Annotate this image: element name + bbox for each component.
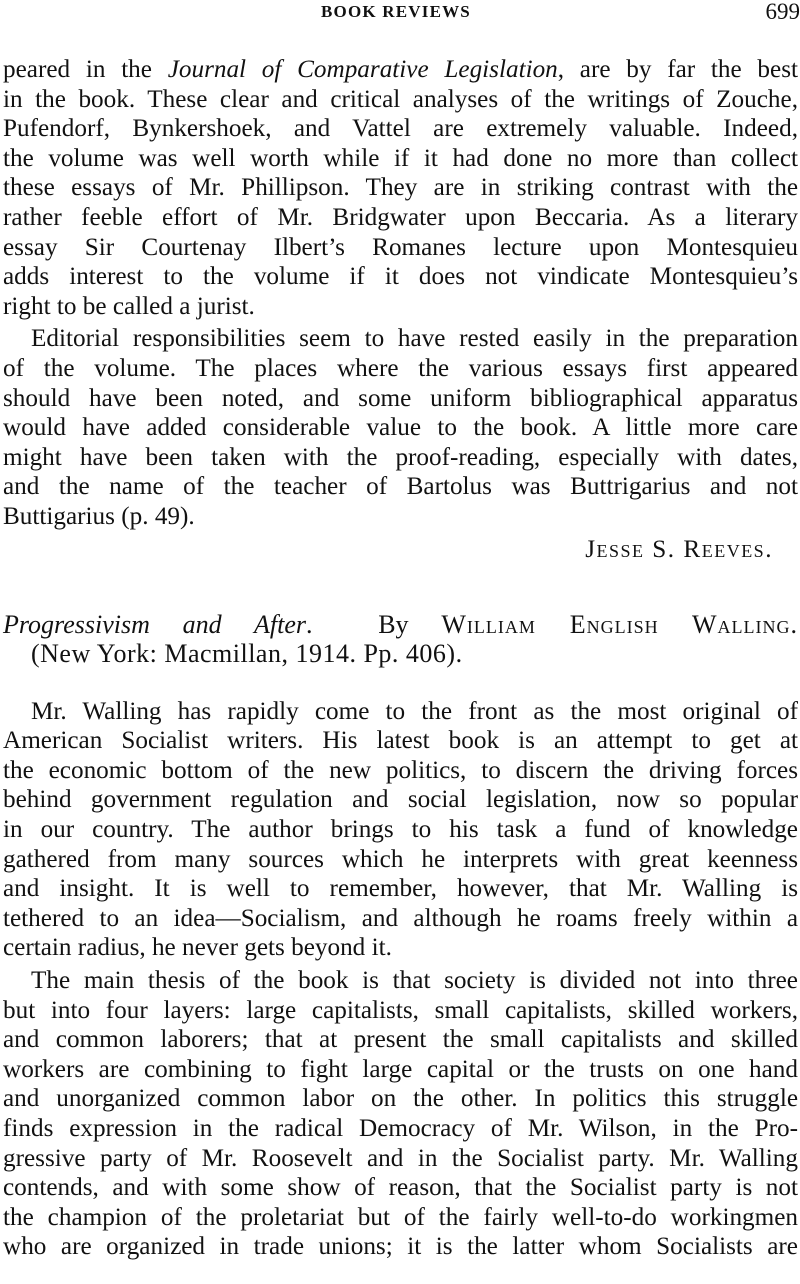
- text-line: Mr. Walling has rapidly come to the front as the most original of: [31, 697, 798, 725]
- text-line: adds interest to the volume if it does not vindicate Montesquieu’s: [3, 263, 798, 291]
- text-line: Buttigarius (p. 49).: [3, 502, 195, 530]
- text-line: the economic bottom of the new politics, to discern the driving forces: [3, 756, 798, 784]
- text-line: Editorial responsibilities seem to have rested easily in the preparation: [31, 325, 798, 353]
- text-line: gressive party of Mr. Roosevelt and in the Socialist party. Mr. Walling: [3, 1144, 798, 1172]
- text-line: but into four layers: large capitalists, small capitalists, skilled workers,: [3, 996, 798, 1024]
- text-line: essay Sir Courtenay Ilbert’s Romanes lecture upon Montesquieu: [3, 233, 798, 261]
- reviewer-signature: Jesse S. Reeves.: [585, 535, 773, 563]
- text-line: and the name of the teacher of Bartolus was Buttrigarius and not: [3, 473, 798, 501]
- text-line: American Socialist writers. His latest book is an attempt to get at: [3, 727, 798, 755]
- text-line: rather feeble effort of Mr. Bridgwater upon Beccaria. As a literary: [3, 203, 798, 231]
- text-line: Pufendorf, Bynkershoek, and Vattel are extremely valuable. Indeed,: [3, 115, 798, 143]
- book-author: William English Walling.: [441, 609, 799, 639]
- review1-paragraph-2: [3, 324, 798, 531]
- text-line: finds expression in the radical Democracy of Mr. Wilson, in the Pro-: [3, 1115, 798, 1142]
- text-line: tethered to an idea—Socialism, and although he roams freely within a: [3, 904, 798, 932]
- text-line: the champion of the proletariat but of the fairly well-to-do workingmen: [3, 1203, 798, 1231]
- page-body: [3, 55, 798, 1262]
- by-label: By: [378, 609, 409, 639]
- citation-line: Progressivism and After. By William English Walling.: [3, 609, 799, 639]
- text-line: who are organized in trade unions; it is the latter whom Socialists are: [3, 1233, 798, 1261]
- text-line: contends, and with some show of reason, that the Socialist party is not: [3, 1174, 798, 1202]
- text-line: peared in the Journal of Comparative Legislation, are by far the best: [3, 56, 799, 83]
- running-head: [0, 2, 800, 26]
- text-line: these essays of Mr. Phillipson. They are in striking contrast with the: [3, 174, 798, 202]
- text-line: and common laborers; that at present the small capitalists and skilled: [3, 1026, 798, 1054]
- text-line: might have been taken with the proof-reading, especially with dates,: [3, 443, 798, 471]
- text-line: of the volume. The places where the various essays first appeared: [3, 354, 798, 382]
- text-line: would have added considerable value to the book. A little more care: [3, 414, 798, 442]
- review2-paragraph-1: [3, 697, 798, 963]
- text-line: The main thesis of the book is that society is divided not into three: [31, 967, 798, 995]
- running-title: BOOK REVIEWS: [321, 2, 471, 21]
- text-line: workers are combining to fight large capital or the trusts on one hand: [3, 1055, 798, 1083]
- book-citation: [3, 610, 798, 669]
- text-line: certain radius, he never gets beyond it.: [3, 934, 392, 962]
- text-line: in the book. These clear and critical analyses of the writings of Zouche,: [3, 85, 798, 113]
- book-title: Progressivism and After: [3, 609, 307, 639]
- text-line: and unorganized common labor on the other. In politics this struggle: [3, 1085, 798, 1113]
- review1-paragraph-1: [3, 55, 798, 321]
- text-line: behind government regulation and social legislation, now so popular: [3, 786, 798, 814]
- text-line: gathered from many sources which he interprets with great keenness: [3, 845, 798, 873]
- text-line: the volume was well worth while if it had done no more than collect: [3, 144, 798, 172]
- text-line: should have been noted, and some uniform bibliographical apparatus: [3, 384, 798, 412]
- review2-paragraph-2: [3, 966, 798, 1262]
- publication-info: (New York: Macmillan, 1914. Pp. 406).: [31, 639, 463, 669]
- text-line: and insight. It is well to remember, however, that Mr. Walling is: [3, 875, 798, 903]
- text-line: right to be called a jurist.: [3, 292, 255, 320]
- text-line: in our country. The author brings to his task a fund of knowledge: [3, 816, 798, 844]
- journal-title: Journal of Comparative Legislation: [167, 56, 558, 83]
- page-number: 699: [765, 0, 800, 24]
